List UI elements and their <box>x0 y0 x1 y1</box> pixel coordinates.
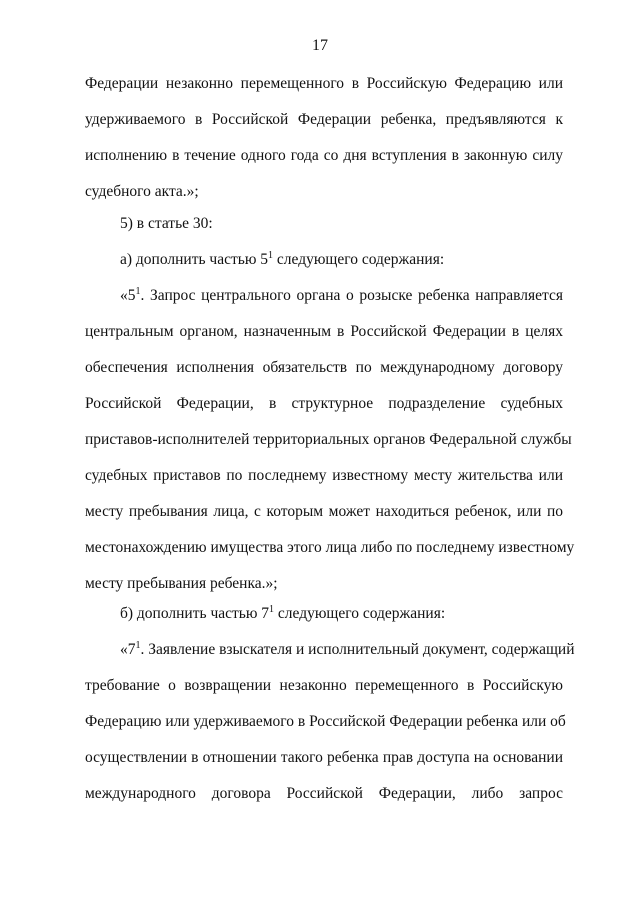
text-line: исполнению в течение одного года со дня вступления в законную силу <box>85 147 563 164</box>
text-line: Федерацию или удерживаемого в Российской Федерации ребенка или об <box>85 713 566 730</box>
text-line: приставов-исполнителей территориальных органов Федеральной службы <box>85 431 572 448</box>
text-line: судебных приставов по последнему известному месту жительства или <box>85 467 563 484</box>
superscript: 1 <box>269 604 275 615</box>
text-line: международного договора Российской Федерации, либо запрос <box>85 785 563 802</box>
amendment-instruction <box>120 250 563 270</box>
text-run: следующего содержания: <box>273 251 445 268</box>
text-line: удерживаемого в Российской Федерации ребенка, предъявляются к <box>85 111 563 128</box>
text-line: требование о возвращении незаконно перемещенного в Российскую <box>85 677 563 694</box>
text-run: «5 <box>120 287 136 304</box>
text-run: б) дополнить частью 7 <box>120 605 270 622</box>
text-line: месту пребывания ребенка.»; <box>85 575 278 592</box>
text-run: . Запрос центрального органа о розыске ребенка направляется <box>140 287 563 304</box>
text-line: месту пребывания лица, с которым может находиться ребенок, или по <box>85 503 563 520</box>
text-line: обеспечения исполнения обязательств по международному договору <box>85 359 563 376</box>
amendment-instruction <box>120 604 563 624</box>
text-run: а) дополнить частью 5 <box>120 251 269 268</box>
text-run: . Заявление взыскателя и исполнительный документ, содержащий <box>140 641 575 658</box>
text-line: судебного акта.»; <box>85 183 199 200</box>
text-run: следующего содержания: <box>274 605 446 622</box>
subsection-heading: 5) в статье 30: <box>120 215 213 232</box>
text-line: центральным органом, назначенным в Российской Федерации в целях <box>85 323 563 340</box>
quoted-paragraph-start <box>120 640 575 660</box>
text-line: осуществлении в отношении такого ребенка прав доступа на основании <box>85 749 563 766</box>
quoted-paragraph-start <box>120 286 563 306</box>
page-number: 17 <box>312 37 328 54</box>
text-line: Федерации незаконно перемещенного в Российскую Федерацию или <box>85 75 563 92</box>
superscript: 1 <box>268 250 274 261</box>
text-line: Российской Федерации, в структурное подразделение судебных <box>85 395 563 412</box>
text-run: «7 <box>120 641 136 658</box>
superscript: 1 <box>135 286 141 297</box>
superscript: 1 <box>135 640 141 651</box>
text-line: местонахождению имущества этого лица либо по последнему известному <box>85 539 575 556</box>
